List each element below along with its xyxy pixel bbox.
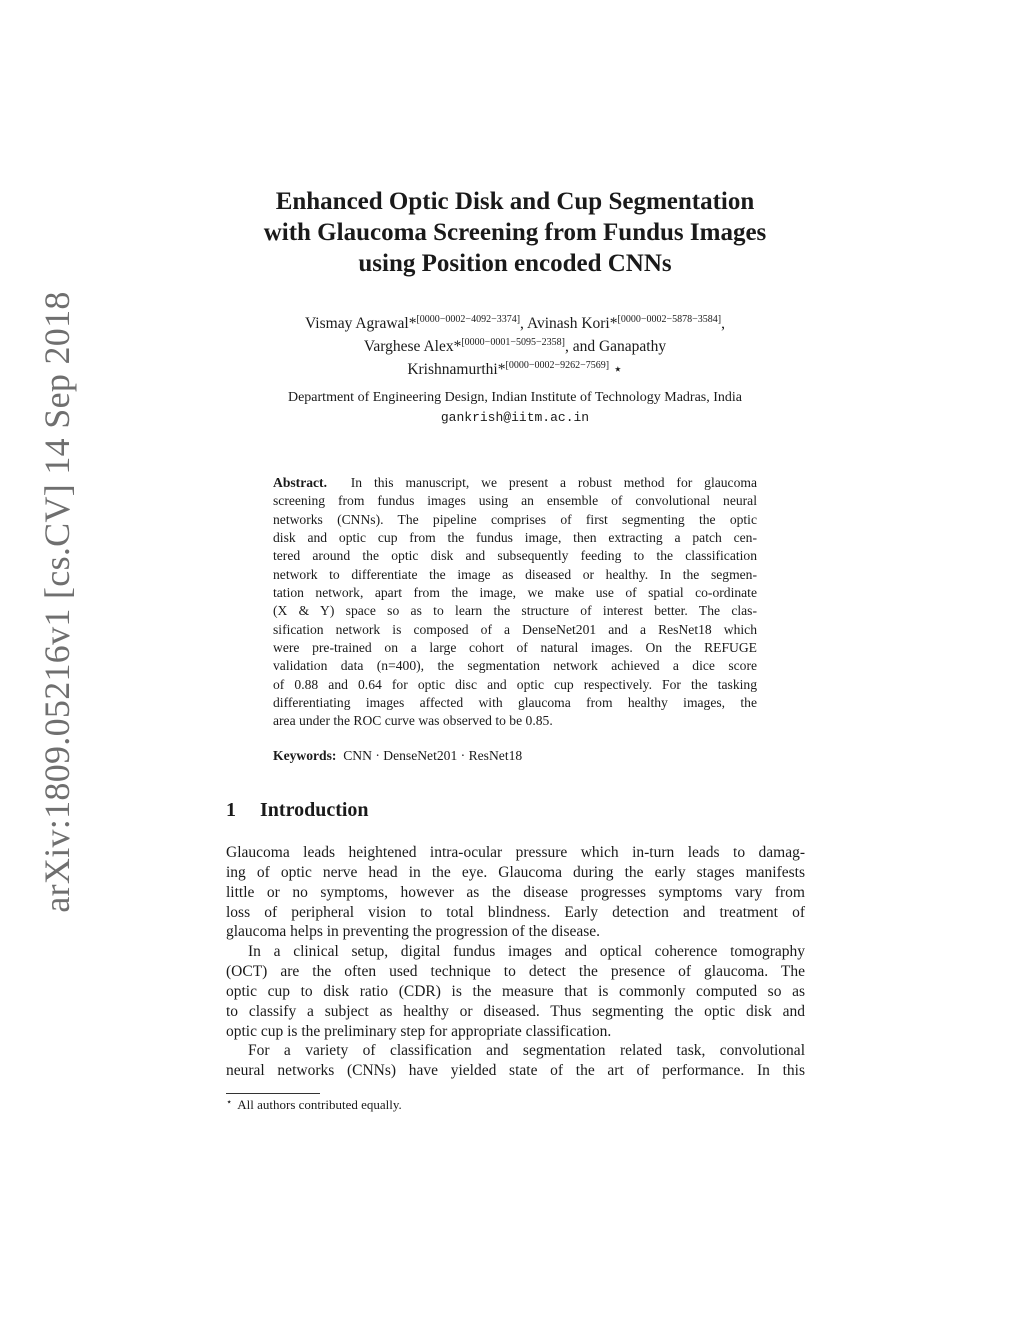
body-line: In a clinical setup, digital fundus images and optical coherence tomography bbox=[248, 943, 805, 961]
orcid-id: [0000−0002−5878−3584] bbox=[617, 314, 722, 325]
title-line: Enhanced Optic Disk and Cup Segmentation bbox=[275, 188, 755, 215]
footnote-marker: ⋆ bbox=[609, 361, 623, 378]
author-name: Vismay Agrawal* bbox=[305, 315, 417, 332]
abstract bbox=[273, 474, 757, 731]
abstract-text: In this manuscript, we present a robust method for glaucoma bbox=[350, 475, 757, 490]
abstract-label: Abstract. bbox=[273, 475, 327, 490]
contact-email: gankrish@iitm.ac.in bbox=[440, 410, 590, 425]
footnote-text: All authors contributed equally. bbox=[237, 1097, 402, 1112]
abstract-line bbox=[273, 474, 757, 492]
author-line bbox=[200, 359, 830, 382]
footnote-marker: ⋆ bbox=[226, 1097, 233, 1108]
body-line: neural networks (CNNs) have yielded state of the art of performance. In this bbox=[226, 1062, 805, 1080]
keywords-label: Keywords: bbox=[273, 748, 337, 763]
abstract-line: of 0.88 and 0.64 for optic disc and optic cup respectively. For the tasking bbox=[273, 676, 757, 692]
body-line: (OCT) are the often used technique to detect the presence of glaucoma. The bbox=[226, 963, 805, 981]
body-line: loss of peripheral vision to total blindness. Early detection and treatment of bbox=[226, 903, 805, 921]
abstract-line: were pre-trained on a large cohort of natural images. On the REFUGE bbox=[273, 640, 757, 656]
body-line: glaucoma helps in preventing the progression of the disease. bbox=[226, 923, 601, 941]
abstract-line: network to differentiate the image as diseased or healthy. In the segmen- bbox=[273, 566, 757, 582]
footnote-divider bbox=[226, 1093, 320, 1094]
author-line bbox=[200, 336, 830, 359]
paper-title bbox=[190, 186, 840, 279]
footnote bbox=[226, 1097, 402, 1113]
abstract-line: (X & Y) space so as to learn the structure of interest better. The clas- bbox=[273, 603, 757, 619]
abstract-line: sification network is composed of a DenseNet201 and a ResNet18 which bbox=[273, 621, 757, 637]
body-line: ing of optic nerve head in the eye. Glaucoma during the early stages manifests bbox=[226, 863, 805, 881]
arxiv-identifier: arXiv:1809.05216v1 [cs.CV] 14 Sep 2018 bbox=[37, 291, 77, 913]
keywords-text: CNN · DenseNet201 · ResNet18 bbox=[343, 748, 523, 763]
body-line: optic cup is the preliminary step for appropriate classification. bbox=[226, 1022, 612, 1040]
body-line: little or no symptoms, however as the disease progresses symptoms vary from bbox=[226, 883, 805, 901]
author-list bbox=[200, 313, 830, 382]
abstract-line: tered around the optic disk and subsequently feeding to the classification bbox=[273, 548, 757, 564]
author-name: , Avinash Kori* bbox=[520, 315, 618, 332]
title-line: with Glaucoma Screening from Fundus Images bbox=[263, 219, 767, 246]
author-name: Krishnamurthi* bbox=[407, 361, 506, 378]
orcid-id: [0000−0002−4092−3374] bbox=[416, 314, 521, 325]
abstract-line: differentiating images affected with glaucoma from healthy images, the bbox=[273, 695, 757, 711]
body-text bbox=[226, 843, 805, 1081]
abstract-line: area under the ROC curve was observed to be 0.85. bbox=[273, 713, 553, 729]
author-separator: , bbox=[721, 315, 725, 332]
keywords bbox=[273, 748, 757, 764]
author-name: Varghese Alex* bbox=[363, 338, 462, 355]
body-line: to classify a subject as healthy or diseased. Thus segmenting the optic disk and bbox=[226, 1002, 805, 1020]
abstract-line: disk and optic cup from the fundus image, then extracting a patch cen- bbox=[273, 530, 757, 546]
abstract-line: validation data (n=400), the segmentation network achieved a dice score bbox=[273, 658, 757, 674]
section-number: 1 bbox=[226, 799, 236, 821]
section-title: Introduction bbox=[260, 799, 369, 821]
orcid-id: [0000−0001−5095−2358] bbox=[461, 337, 565, 348]
body-line: Glaucoma leads heightened intra-ocular pressure which in-turn leads to damag- bbox=[226, 844, 805, 861]
abstract-line: networks (CNNs). The pipeline comprises of first segmenting the optic bbox=[273, 511, 757, 527]
orcid-id: [0000−0002−9262−7569] bbox=[505, 360, 610, 371]
author-name: , and Ganapathy bbox=[564, 338, 667, 355]
title-line: using Position encoded CNNs bbox=[358, 250, 672, 277]
body-line: optic cup to disk ratio (CDR) is the measure that is commonly computed so as bbox=[226, 982, 805, 1000]
affiliation: Department of Engineering Design, Indian Institute of Technology Madras, India bbox=[287, 390, 743, 405]
section-heading bbox=[226, 799, 369, 822]
abstract-line: tation network, apart from the image, we make use of spatial co-ordinate bbox=[273, 585, 757, 601]
author-line bbox=[200, 313, 830, 336]
body-line: For a variety of classification and segmentation related task, convolutional bbox=[248, 1042, 805, 1060]
abstract-line: screening from fundus images using an ensemble of convolutional neural bbox=[273, 493, 757, 509]
